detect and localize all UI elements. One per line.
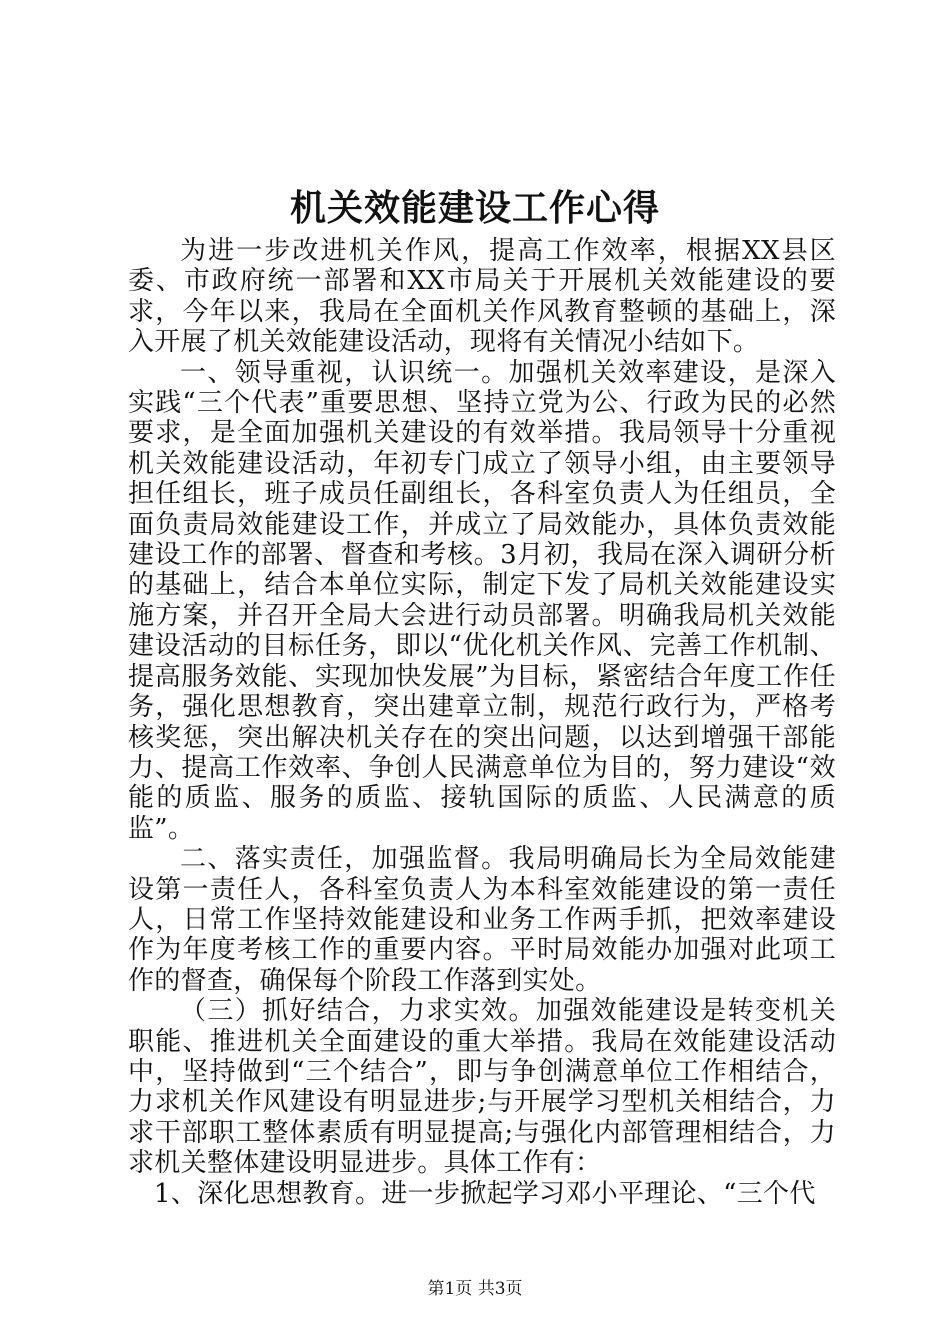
page-number: 第1页 共3页 [427, 1279, 523, 1299]
paragraph-section-1: 一、领导重视，认识统一。加强机关效率建设，是深入实践“三个代表”重要思想、坚持立党为公、行政为民的必然要求，是全面加强机关建设的有效举措。我局领导十分重视机关效能建设活动，年初专门成立了领导小组，由主要领导担任组长，班子成员任副组长，各科室负责人为任组员，全面负责局效能建设工作，并成立了局效能办，具体负责效能建设工作的部署、督查和考核。3月初，我局在深入调研分析的基础上，结合本单位实际，制定下发了局机关效能建设实施方案，并召开全局大会进行动员部署。明确我局机关效能建设活动的目标任务，即以“优化机关作风、完善工作机制、提高服务效能、实现加快发展”为目标，紧密结合年度工作任务，强化思想教育，突出建章立制，规范行政行为，严格考核奖惩，突出解决机关存在的突出问题，以达到增强干部能力、提高工作效率、争创人民满意单位为目的，努力建设“效能的质监、服务的质监、接轨国际的质监、人民满意的质监”。 [128, 357, 836, 844]
paragraph-intro: 为进一步改进机关作风，提高工作效率，根据XX县区委、市政府统一部署和XX市局关于开展机关效能建设的要求，今年以来，我局在全面机关作风教育整顿的基础上，深入开展了机关效能建设活动，现将有关情况小结如下。 [128, 236, 836, 358]
paragraph-item-1: 1、深化思想教育。进一步掀起学习邓小平理论、“三个代 [154, 1178, 816, 1209]
document-title: 机关效能建设工作心得 [289, 187, 660, 229]
paragraph-section-3: （三）抓好结合，力求实效。加强效能建设是转变机关职能、推进机关全面建设的重大举措。我局在效能建设活动中，坚持做到“三个结合”，即与争创满意单位工作相结合，力求机关作风建设有明显进步;与开展学习型机关相结合，力求干部职工整体素质有明显提高;与强化内部管理相结合，力求机关整体建设明显进步。具体工作有： [128, 996, 836, 1179]
document-body [128, 236, 836, 1209]
paragraph-section-2: 二、落实责任，加强监督。我局明确局长为全局效能建设第一责任人，各科室负责人为本科室效能建设的第一责任人，日常工作坚持效能建设和业务工作两手抓，把效率建设作为年度考核工作的重要内容。平时局效能办加强对此项工作的督查，确保每个阶段工作落到实处。 [128, 844, 836, 996]
